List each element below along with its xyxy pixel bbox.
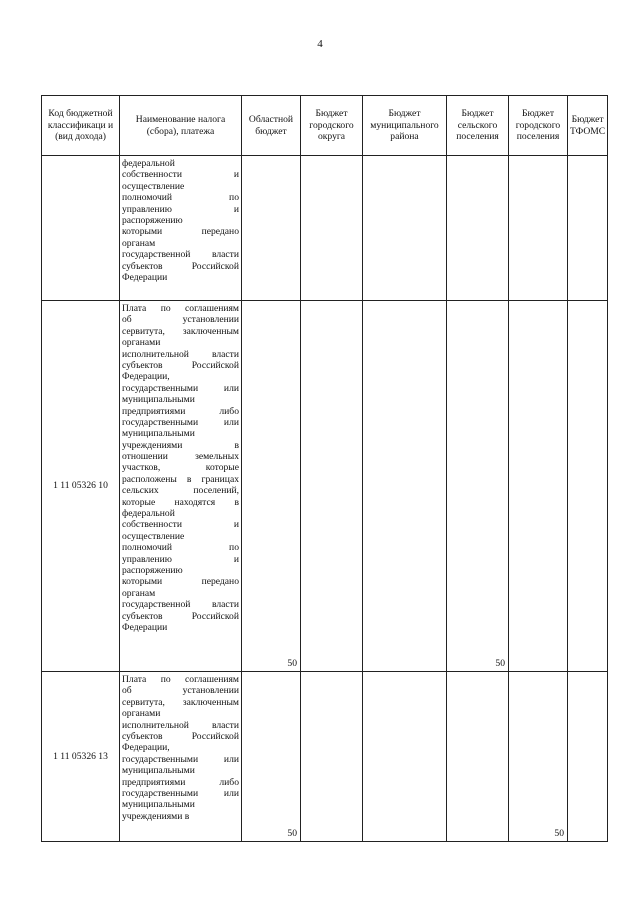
payment-name-line: учреждениями в — [122, 439, 239, 451]
payment-name-line: сервитута, заключенным — [122, 696, 239, 708]
payment-name-cell — [120, 156, 242, 301]
payment-name-line: собственности и — [122, 519, 239, 531]
payment-name-line: органам — [122, 587, 156, 599]
payment-name-line: федеральной — [122, 158, 175, 169]
budget-distribution-table — [41, 95, 608, 842]
payment-name-line: субъектов Российской — [122, 359, 239, 371]
tfoms-budget-cell — [568, 156, 608, 301]
payment-name-line: Федерации, — [122, 371, 170, 383]
table-row — [42, 301, 608, 672]
tfoms-budget-cell — [568, 672, 608, 842]
regional-budget-cell: 50 — [242, 301, 301, 672]
payment-name-line: которыми передано — [122, 226, 239, 238]
payment-name-line: муниципальными — [122, 799, 195, 811]
payment-name-line: осуществление — [122, 530, 185, 542]
payment-name-line: органам — [122, 237, 156, 249]
city-district-budget-cell — [301, 156, 363, 301]
payment-name-line: об установлении — [122, 314, 239, 326]
payment-name-line: Федерации, — [122, 742, 170, 754]
payment-name-line: государственными или — [122, 787, 239, 799]
city-district-budget-cell — [301, 672, 363, 842]
payment-name-line: государственными или — [122, 382, 239, 394]
classification-code-cell: 1 11 05326 10 — [42, 301, 120, 672]
payment-name-line: учреждениями в — [122, 810, 190, 822]
payment-name-line: органами — [122, 708, 161, 720]
payment-name-line: органами — [122, 337, 161, 349]
payment-name-line: Федерации — [122, 271, 168, 283]
regional-budget-cell — [242, 156, 301, 301]
payment-name-line: Плата по соглашениям — [122, 674, 239, 685]
payment-name-line: собственности и — [122, 169, 239, 181]
header-regional: Областной бюджет — [242, 96, 301, 156]
payment-name-line: субъектов Российской — [122, 730, 239, 742]
municipal-district-budget-cell — [363, 672, 447, 842]
city-district-budget-cell — [301, 301, 363, 672]
payment-name-line: Федерации — [122, 621, 168, 633]
municipal-district-budget-cell — [363, 301, 447, 672]
header-name: Наименование налога (сбора), платежа — [120, 96, 242, 156]
header-urban-settlement: Бюджет городского поселения — [509, 96, 568, 156]
table-row — [42, 672, 608, 842]
regional-budget-cell: 50 — [242, 672, 301, 842]
payment-name-line: полномочий по — [122, 192, 239, 204]
urban-settlement-budget-cell: 50 — [509, 672, 568, 842]
classification-code-cell — [42, 156, 120, 301]
table-header-row — [42, 96, 608, 156]
payment-name-line: об установлении — [122, 685, 239, 697]
municipal-district-budget-cell — [363, 156, 447, 301]
header-rural-settlement: Бюджет сельского поселения — [447, 96, 509, 156]
payment-name-line: федеральной — [122, 508, 175, 520]
payment-name-line: распоряжению — [122, 214, 183, 226]
payment-name-line: государственной власти — [122, 599, 239, 611]
rural-settlement-budget-cell: 50 — [447, 301, 509, 672]
payment-name-cell — [120, 672, 242, 842]
payment-name-line: управлению и — [122, 203, 239, 215]
payment-name-line: которые находятся в — [122, 496, 239, 508]
payment-name-line: осуществление — [122, 180, 185, 192]
page-number: 4 — [317, 38, 323, 50]
tfoms-budget-cell — [568, 301, 608, 672]
payment-name-line: предприятиями либо — [122, 776, 239, 788]
payment-name-line: государственными или — [122, 753, 239, 765]
payment-name-line: государственными или — [122, 416, 239, 428]
urban-settlement-budget-cell — [509, 301, 568, 672]
payment-name-line: исполнительной власти — [122, 719, 239, 731]
payment-name-line: предприятиями либо — [122, 405, 239, 417]
table-row — [42, 156, 608, 301]
payment-name-line: расположены в границах — [122, 473, 239, 485]
payment-name-line: отношении земельных — [122, 451, 239, 463]
payment-name-line: участков, которые — [122, 462, 239, 474]
payment-name-line: муниципальными — [122, 765, 195, 777]
header-code: Код бюджетной классификаци и (вид дохода) — [42, 96, 120, 156]
payment-name-line: полномочий по — [122, 542, 239, 554]
header-municipal-district: Бюджет муниципального района — [363, 96, 447, 156]
urban-settlement-budget-cell — [509, 156, 568, 301]
header-city-district: Бюджет городского округа — [301, 96, 363, 156]
payment-name-line: распоряжению — [122, 564, 183, 576]
header-tfoms: Бюджет ТФОМС — [568, 96, 608, 156]
payment-name-line: субъектов Российской — [122, 260, 239, 272]
payment-name-line: сельских поселений, — [122, 485, 239, 497]
payment-name-cell — [120, 301, 242, 672]
payment-name-line: государственной власти — [122, 249, 239, 261]
rural-settlement-budget-cell — [447, 156, 509, 301]
payment-name-line: сервитута, заключенным — [122, 325, 239, 337]
classification-code-cell: 1 11 05326 13 — [42, 672, 120, 842]
rural-settlement-budget-cell — [447, 672, 509, 842]
payment-name-line: управлению и — [122, 553, 239, 565]
payment-name-line: субъектов Российской — [122, 610, 239, 622]
payment-name-line: которыми передано — [122, 576, 239, 588]
payment-name-line: Плата по соглашениям — [122, 303, 239, 314]
payment-name-line: муниципальными — [122, 428, 195, 440]
payment-name-line: исполнительной власти — [122, 348, 239, 360]
table-body — [42, 156, 608, 842]
payment-name-line: муниципальными — [122, 394, 195, 406]
